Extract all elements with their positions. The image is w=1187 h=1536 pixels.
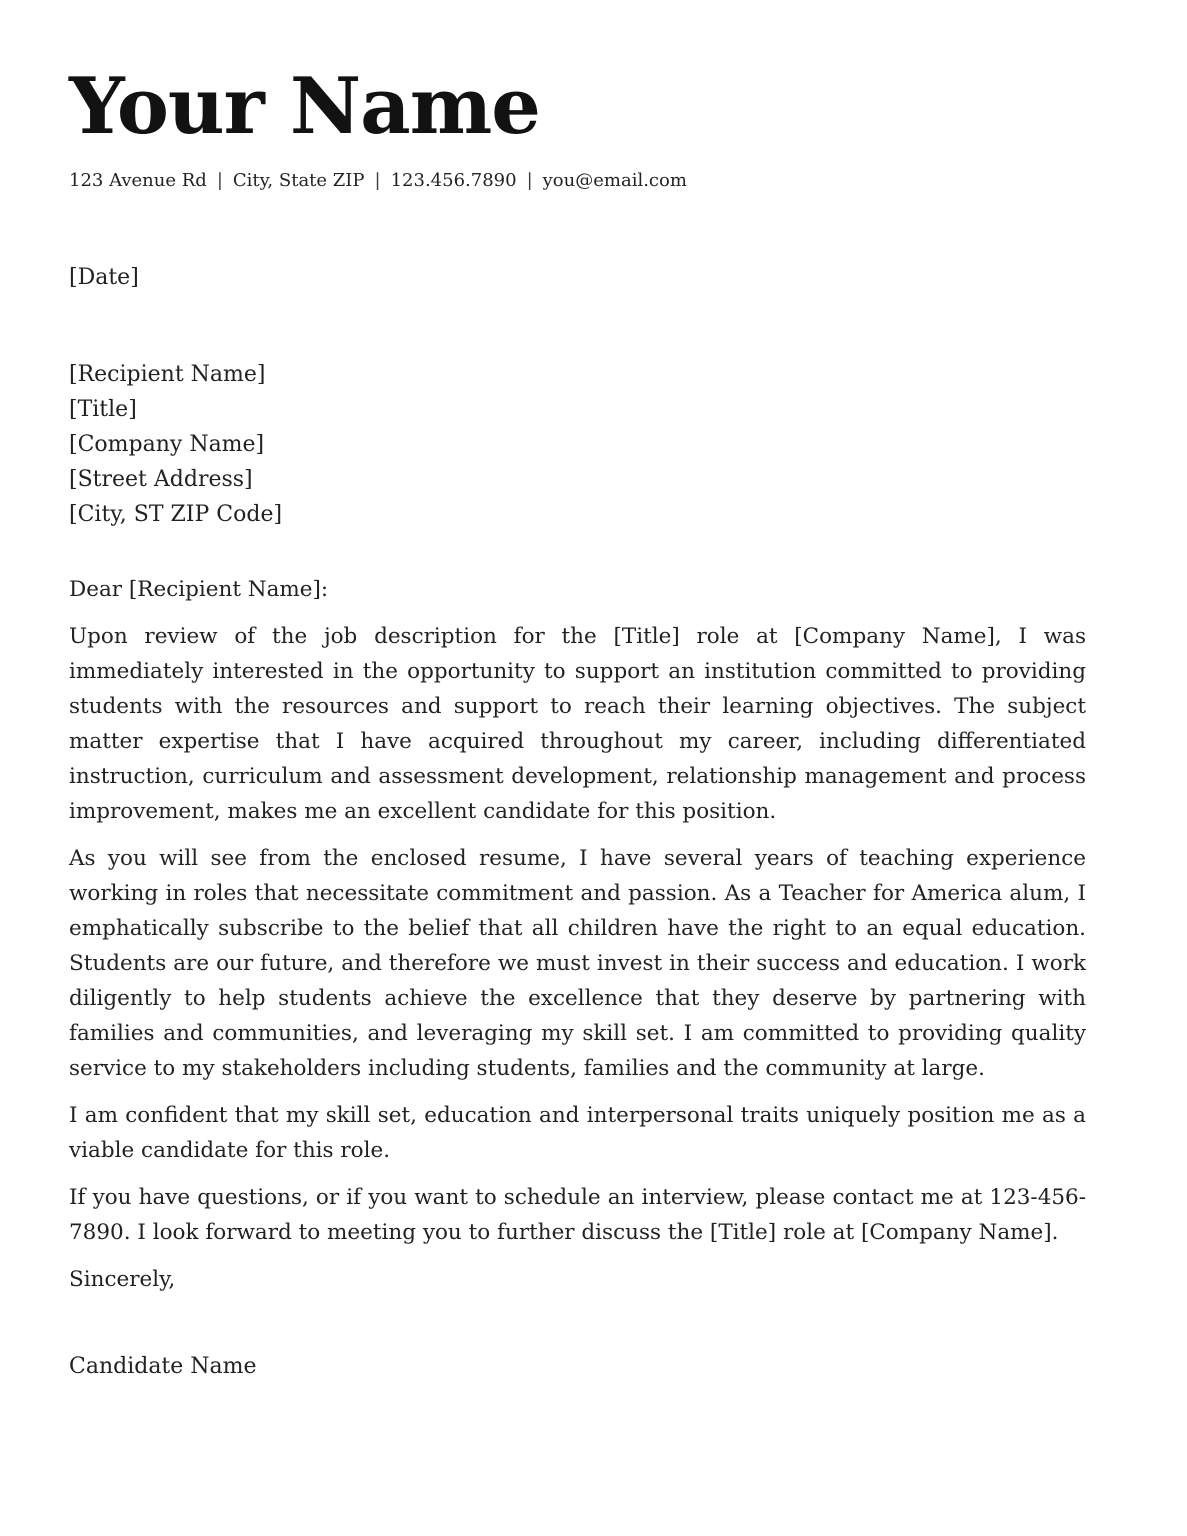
contact-phone: 123.456.7890: [390, 170, 517, 192]
closing: Sincerely,: [69, 1266, 176, 1292]
date-placeholder: [Date]: [69, 264, 139, 290]
body-paragraph-2: As you will see from the enclosed resume, I have several years of teaching experience working in roles that necessitate commitment and passion. As a Teacher for America alum, I emphatically subscribe to the belief that all children have the right to an equal education. Students are our future, and therefore we must invest in their success and education. I work diligently to help students achieve the excellence that they deserve by partnering with families and communities, and leveraging my skill set. I am committed to providing quality service to my stakeholders including students, families and the community at large.: [69, 845, 1086, 1081]
signature-name: Candidate Name: [69, 1353, 257, 1379]
recipient-block: [69, 357, 1086, 532]
recipient-company-placeholder: [Company Name]: [69, 431, 265, 457]
body-paragraph-4: If you have questions, or if you want to schedule an interview, please contact me at 123-456-7890. I look forward to meeting you to further discuss the [Title] role at [Company Name].: [69, 1184, 1086, 1245]
recipient-street-placeholder: [Street Address]: [69, 466, 253, 492]
contact-address: 123 Avenue Rd: [69, 170, 207, 192]
contact-email: you@email.com: [542, 170, 687, 192]
recipient-city-zip-placeholder: [City, ST ZIP Code]: [69, 501, 283, 527]
contact-line: [69, 170, 1086, 193]
contact-separator: |: [374, 170, 381, 192]
contact-separator: |: [526, 170, 533, 192]
body-paragraph-1: Upon review of the job description for the [Title] role at [Company Name], I was immediately interested in the opportunity to support an institution committed to providing students with the resources and support to reach their learning objectives. The subject matter expertise that I have acquired throughout my career, including differentiated instruction, curriculum and assessment development, relationship management and process improvement, makes me an excellent candidate for this position.: [69, 623, 1086, 824]
page-title: Your Name: [69, 61, 540, 152]
contact-separator: |: [216, 170, 223, 192]
recipient-name-placeholder: [Recipient Name]: [69, 361, 266, 387]
recipient-title-placeholder: [Title]: [69, 396, 137, 422]
salutation: Dear [Recipient Name]:: [69, 576, 329, 602]
body-paragraph-3: I am confident that my skill set, education and interpersonal traits uniquely position me as a viable candidate for this role.: [69, 1102, 1086, 1163]
contact-city-state-zip: City, State ZIP: [232, 170, 365, 192]
